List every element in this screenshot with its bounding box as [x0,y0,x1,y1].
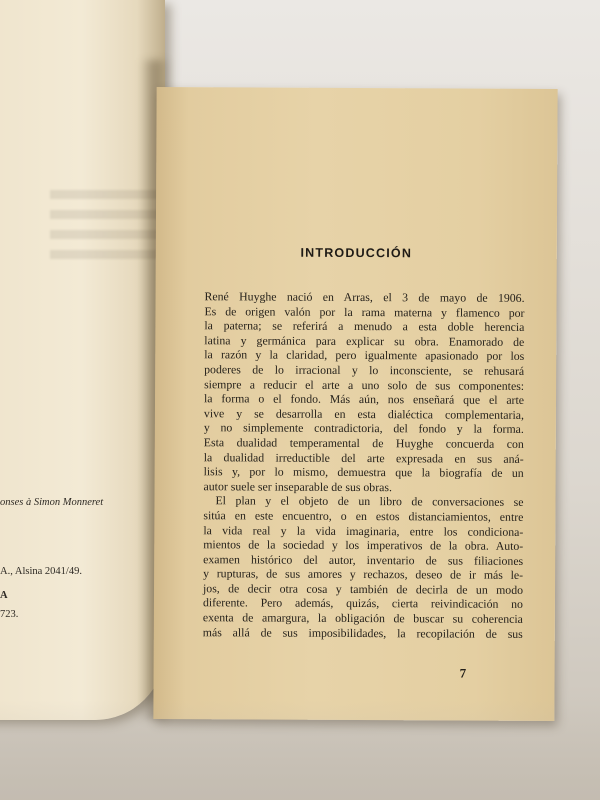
text-line: latina y germánica para explicar su obra. Enamorado de [204,332,525,349]
text-line: vive y se desarrolla en esta dialéctica complementaria, [203,405,524,422]
text-line: más allá de sus imposibilidades, la recopilación de sus [202,624,523,641]
text-line: la paterna; se referirá a menudo a esta doble herencia [204,318,525,335]
text-line: siempre a reducir el arte a uno solo de sus componentes: [204,376,525,393]
text-line: autor suele ser inseparable de sus obras. [203,478,392,494]
text-line: René Huyghe nació en Arras, el 3 de mayo de 1906. [204,289,525,305]
body-text [203,289,525,641]
text-line: jos, de decir otra cosa y también de decirla de un modo [202,581,524,597]
text-line: y no simplemente contradictoria, del fondo y la forma. [203,420,524,437]
text-line: examen histórico del autor, inventario de sus filiaciones [203,551,524,568]
text-line: poderes de lo irracional y lo inconsciente, se rehusará [204,362,525,378]
left-page-fragment: onses à Simon Monneret [0,497,104,508]
text-line: y rupturas, de sus amores y rechazos, deseo de ir más le- [203,566,524,583]
page-number: 7 [459,665,467,681]
text-line: exenta de amargura, la obligación de buscar su coherencia [202,610,523,626]
text-line: diferente. Pero además, quizás, cierta reivindicación no [202,595,523,612]
text-line: la vida real y la vida imaginaria, entre los condiciona- [203,522,524,539]
text-line: la razón y la claridad, pero igualmente apasionado por los [204,347,525,364]
text-line: sitúa en este encuentro, o en estos distanciamientos, entre [203,508,524,524]
book-bottom-edge [0,700,600,800]
text-line: lisis y, por lo mismo, demuestra que la biografía de un [203,464,524,481]
text-line: la dualidad irreductible del arte expresada en sus aná- [203,449,524,466]
right-page [153,87,557,721]
left-page-fragment: 723. [0,609,19,620]
text-line: mientos de la sociedad y los imperativos de la obra. Auto- [203,537,524,553]
chapter-heading: INTRODUCCIÓN [300,245,413,261]
text-line: la forma o el fondo. Más aún, nos enseñará que el arte [203,391,525,408]
left-page-fragment: A [0,590,8,601]
text-line: Esta dualidad temperamental de Huyghe concuerda con [203,435,524,451]
left-page-fragment: A., Alsina 2041/49. [0,566,82,577]
text-line: El plan y el objeto de un libro de conversaciones se [215,493,524,510]
text-line: Es de origen valón por la rama materna y flamenco por [204,303,525,320]
